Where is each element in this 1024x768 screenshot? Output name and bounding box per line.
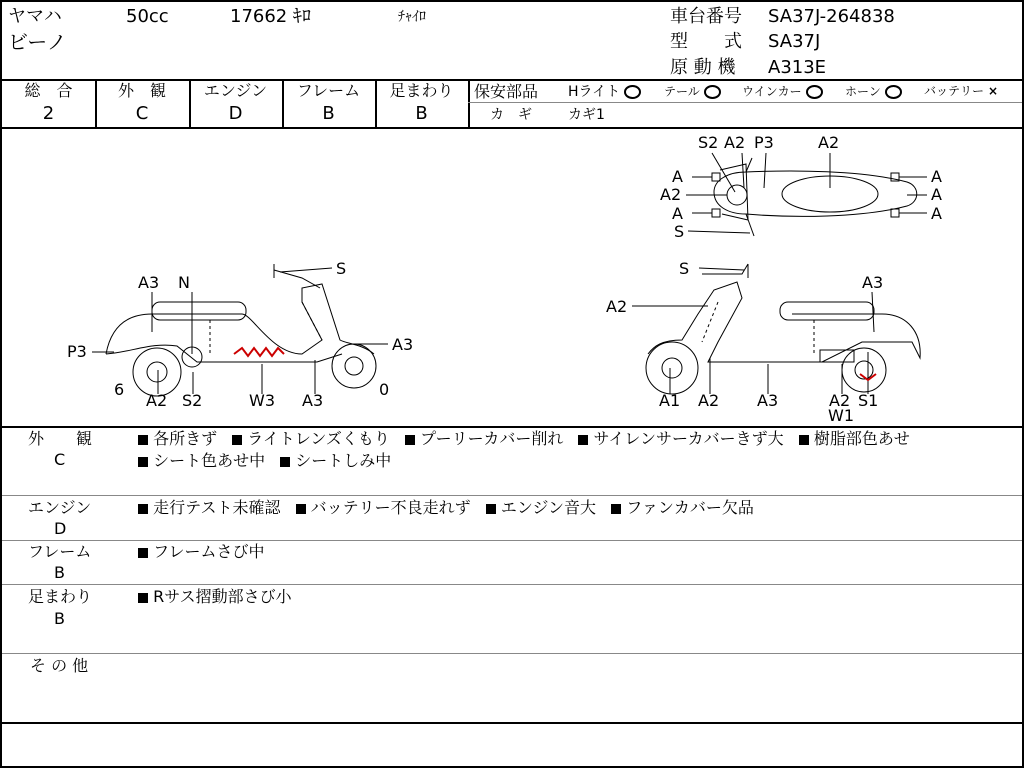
chassis-label: 車台番号 [670,6,742,27]
remarks-exterior-grade: C [54,450,66,469]
frame-grade: B [322,103,335,124]
divider [2,540,1022,541]
remark-item: フレームさび中 [153,542,265,561]
remark-item: 各所きず [153,429,218,448]
diagram-label: A2 [818,133,840,152]
key-label: カ ギ [490,107,532,123]
remarks-exterior-label: 外 観 [28,429,93,448]
displacement: 50cc [126,6,169,27]
divider [2,722,1022,724]
diagram-label: A1 [659,391,681,410]
maker: ヤマハ [8,6,62,27]
battery-label: バッテリー [924,84,985,98]
bullet-square-icon [138,593,148,603]
type-value: SA37J [768,31,821,52]
diagram-label: A2 [724,133,746,152]
suspension-remarks-line [138,589,302,605]
diagram-label: A [931,185,942,204]
diagram-label: S [336,259,347,278]
engine-model-value: A313E [768,57,827,78]
ok-circle-icon [624,85,641,99]
diagram-label: 0 [379,380,390,399]
remark-item: Rサス摺動部さび小 [153,587,292,606]
ok-circle-icon [806,85,823,99]
engine-grade: D [228,103,243,124]
ok-circle-icon [704,85,721,99]
diagram-label: A [672,167,683,186]
divider [2,653,1022,654]
bullet-square-icon [138,457,148,467]
damage-mark-red [234,348,284,356]
tail-status [664,85,721,99]
divider [2,495,1022,496]
bullet-square-icon [799,435,809,445]
divider [2,426,1022,428]
suspension-grade: B [415,103,428,124]
tail-label: テール [664,84,700,99]
diagram-label: S1 [858,391,879,410]
remark-item: バッテリー不良走れず [310,498,471,517]
diagram-label: A2 [829,391,851,410]
horn-label: ホーン [845,84,881,99]
remark-item: エンジン音大 [500,498,597,517]
diagram-label: N [178,273,190,292]
remark-item: ファンカバー欠品 [626,498,754,517]
diagram-label: A [931,167,942,186]
frame-remarks-line [138,544,274,560]
diagram-label: A2 [698,391,720,410]
bullet-square-icon [296,504,306,514]
color: ﾁｬｲﾛ [398,9,426,25]
remarks-frame-grade: B [54,563,65,582]
bullet-square-icon [405,435,415,445]
diagram-label: W3 [249,391,275,410]
divider [2,584,1022,585]
exterior-remarks-line-1 [138,431,920,447]
frame-label: フレーム [296,81,361,100]
remark-item: ライトレンズくもり [247,429,390,448]
battery-mark: × [988,84,999,98]
diagram-label: A3 [138,273,160,292]
remark-item: サイレンサーカバーきず大 [593,429,784,448]
overall-label: 総 合 [24,81,73,100]
safety-label: 保安部品 [474,82,539,101]
battery-status [924,85,998,97]
horn-status [845,85,902,99]
winker-status [742,85,823,99]
divider [468,102,1022,103]
remarks-engine-grade: D [54,519,67,538]
engine-model-label: 原 動 機 [670,57,736,78]
remarks-suspension-label: 足まわり [28,587,93,606]
overall-grade: 2 [42,103,55,124]
headlight-label: Hライト [568,84,621,100]
diagram-label: S [674,222,685,241]
model-name: ビーノ [8,30,67,54]
chassis-value: SA37J-264838 [768,6,895,27]
remarks-frame-label: フレーム [28,542,92,561]
headlight-status [568,85,641,99]
mileage: 17662 ｷﾛ [230,6,311,27]
diagram-label: S [679,259,690,278]
winker-label: ウインカー [742,84,802,99]
engine-label: エンジン [203,81,268,100]
diagram-label: A2 [606,297,628,316]
damage-diagram [2,128,1022,426]
diagram-label: A3 [392,335,414,354]
type-label: 型 式 [670,31,742,52]
exterior-label: 外 観 [117,81,166,100]
ok-circle-icon [885,85,902,99]
remark-item: 樹脂部色あせ [813,429,910,448]
key-value: カギ1 [568,107,605,123]
remark-item: 走行テスト未確認 [153,498,281,517]
bullet-square-icon [611,504,621,514]
remarks-other-label: そ の 他 [30,656,89,675]
diagram-label: P3 [67,342,87,361]
remarks-engine-label: エンジン [28,498,92,517]
remark-item: プーリーカバー削れ [420,429,564,448]
engine-remarks-line [138,500,764,516]
diagram-label: A3 [757,391,779,410]
diagram-label: A2 [146,391,168,410]
bullet-square-icon [232,435,242,445]
bullet-square-icon [578,435,588,445]
remark-item: シート色あせ中 [153,451,266,470]
remark-item: シートしみ中 [295,451,392,470]
diagram-label: A3 [302,391,324,410]
bullet-square-icon [280,457,290,467]
bullet-square-icon [138,504,148,514]
diagram-label: S2 [698,133,719,152]
diagram-label: A3 [862,273,884,292]
diagram-label: S2 [182,391,203,410]
diagram-label: A [672,204,683,223]
diagram-label: 6 [114,380,125,399]
bullet-square-icon [138,435,148,445]
exterior-remarks-line-2 [138,453,401,469]
divider [468,79,470,127]
diagram-label: A2 [660,185,682,204]
exterior-grade: C [135,103,149,124]
diagram-label: W1 [828,406,854,425]
diagram-label: A [931,204,942,223]
bullet-square-icon [486,504,496,514]
suspension-label: 足まわり [389,81,454,100]
bullet-square-icon [138,548,148,558]
diagram-label: P3 [754,133,774,152]
remarks-suspension-grade: B [54,609,65,628]
